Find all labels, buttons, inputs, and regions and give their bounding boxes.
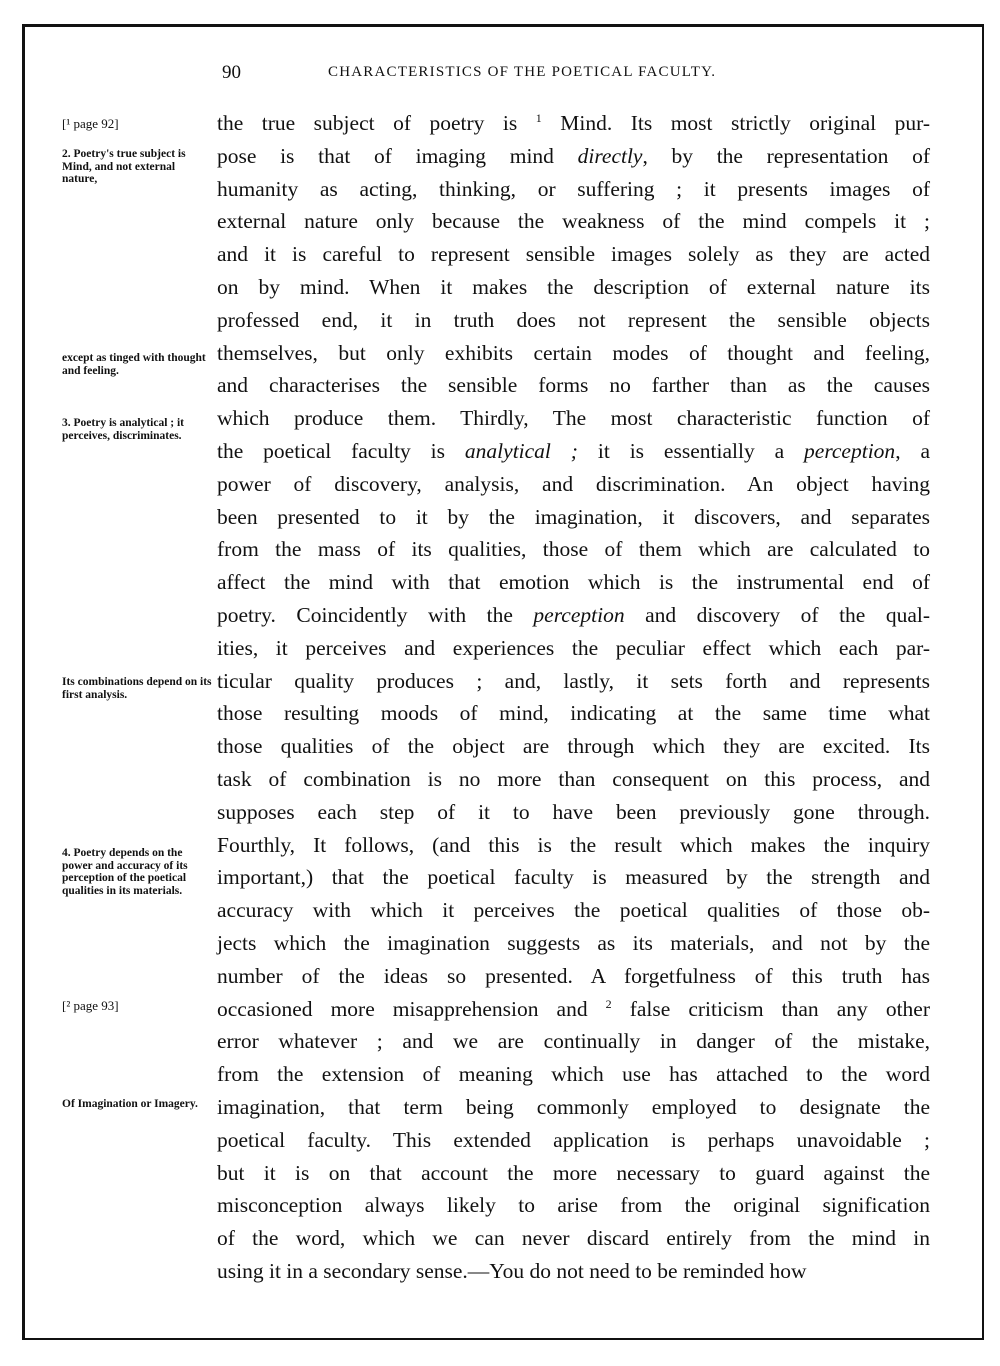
text-line: error whatever ; and we are continually in danger of the mistake, [217,1029,930,1054]
text-line: Fourthly, It follows, (and this is the result which makes the inquiry [217,832,930,857]
text-line: misconception always likely to arise from the original signification [217,1193,930,1218]
text-line: accuracy with which it perceives the poetical qualities of those ob- [217,898,930,923]
text-line: number of the ideas so presented. A forgetfulness of this truth has [217,963,930,988]
text-line: task of combination is no more than consequent on this process, and [217,766,930,791]
text-line: pose is that of imaging mind directly, by the representation of [217,143,931,168]
text-line: affect the mind with that emotion which is the instrumental end of [217,570,930,595]
page-reference-note: [¹ page 92] [62,116,119,131]
body-text [217,107,930,1288]
text-line: poetry. Coincidently with the perception and discovery of the qual- [217,602,930,627]
text-line: those qualities of the object are through which they are excited. Its [217,734,930,759]
text-line: on by mind. When it makes the description of external nature its [217,274,930,299]
text-line: jects which the imagination suggests as its materials, and not by the [217,930,930,955]
text-line: and characterises the sensible forms no farther than as the causes [217,373,930,398]
running-title: CHARACTERISTICS OF THE POETICAL FACULTY. [328,64,717,80]
page-reference-note: [² page 93] [62,998,119,1013]
page-number: 90 [222,62,241,83]
text-line: those resulting moods of mind, indicating at the same time what [217,701,930,726]
text-line: imagination, that term being commonly employed to designate the [217,1094,930,1119]
text-line: been presented to it by the imagination, it discovers, and separates [217,504,930,529]
text-line: important,) that the poetical faculty is measured by the strength and [217,865,930,890]
text-line: from the mass of its qualities, those of them which are calculated to [217,537,930,562]
margin-summary-note: Its combinations depend on its first analysis. [62,676,212,701]
text-line: the true subject of poetry is $^1$ Mind. Its most strictly original pur- [217,110,930,135]
text-line: professed end, it in truth does not represent the sensible objects [217,307,930,332]
margin-summary-note: 3. Poetry is analytical ; it perceives, discriminates. [62,417,185,442]
text-line: which produce them. Thirdly, The most characteristic function of [217,406,930,431]
text-line: the poetical faculty is analytical ; it is essentially a perception, a [217,438,930,463]
margin-summary-note: 4. Poetry depends on the power and accuracy of its perception of the poetical qualities in its materials. [62,847,188,897]
text-line: supposes each step of it to have been previously gone through. [217,799,930,824]
text-line: ities, it perceives and experiences the peculiar effect which each par- [217,635,930,660]
text-line: power of discovery, analysis, and discrimination. An object having [217,471,930,496]
margin-summary-note: 2. Poetry's true subject is Mind, and not external nature, [62,148,186,185]
text-line: themselves, but only exhibits certain modes of thought and feeling, [217,340,930,365]
text-line: occasioned more misapprehension and $^2$ false criticism than any other [217,996,930,1021]
text-line: and it is careful to represent sensible images solely as they are acted [217,242,930,267]
text-line: poetical faculty. This extended application is perhaps unavoidable ; [217,1127,930,1152]
text-line: but it is on that account the more necessary to guard against the [217,1160,930,1185]
text-line: of the word, which we can never discard entirely from the mind in [217,1226,930,1251]
text-line: humanity as acting, thinking, or suffering ; it presents images of [217,176,930,201]
text-line: using it in a secondary sense.—You do not need to be reminded how [217,1258,807,1283]
margin-summary-note: Of Imagination or Imagery. [62,1098,198,1110]
text-line: external nature only because the weakness of the mind compels it ; [217,209,930,234]
margin-summary-note: except as tinged with thought and feeling. [62,352,206,377]
running-header [222,62,942,86]
text-line: from the extension of meaning which use has attached to the word [217,1062,930,1087]
text-line: ticular quality produces ; and, lastly, it sets forth and represents [217,668,930,693]
